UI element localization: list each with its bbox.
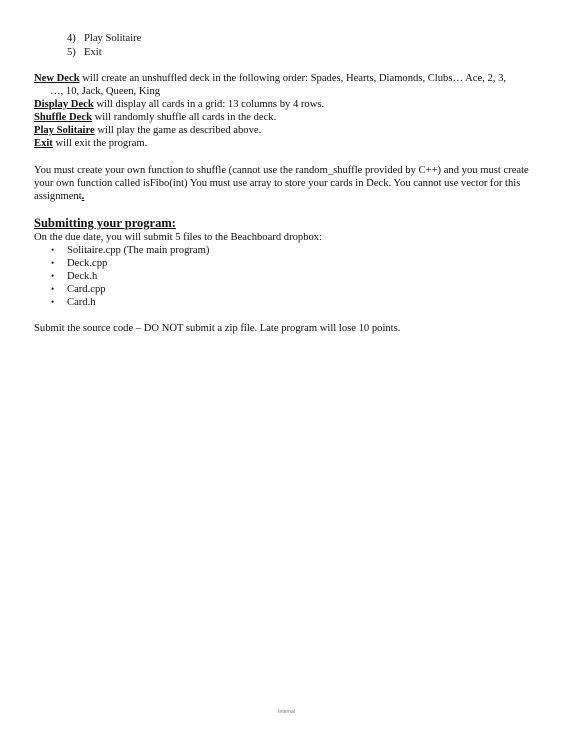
new-deck-continuation: …, 10, Jack, Queen, King: [50, 86, 161, 97]
play-solitaire-description: [34, 124, 544, 137]
list-item: [51, 244, 209, 257]
exit-description: [34, 137, 544, 150]
new-deck-term: New Deck: [34, 73, 80, 84]
bullet-icon: •: [51, 284, 55, 294]
shuffle-deck-text: will randomly shuffle all cards in the deck.: [91, 112, 277, 123]
section-heading: Submitting your program:: [34, 216, 176, 230]
requirements-paragraph: [34, 164, 544, 203]
shuffle-deck-term: Shuffle Deck: [34, 112, 92, 123]
list-item-label: Play Solitaire: [84, 33, 142, 44]
submission-intro: On the due date, you will submit 5 files to the Beachboard dropbox:: [34, 232, 323, 243]
list-number: 4): [67, 33, 76, 44]
footer-classification-label: Internal: [278, 709, 295, 715]
requirements-end-mark: .: [81, 191, 85, 202]
shuffle-deck-description: [34, 111, 544, 124]
bullet-icon: •: [51, 271, 55, 281]
list-item: [67, 32, 141, 46]
menu-options-list: [67, 32, 141, 60]
play-solitaire-term: Play Solitaire: [34, 125, 95, 136]
display-deck-description: [34, 98, 544, 111]
file-name: Card.cpp: [67, 284, 106, 295]
submission-files-list: [51, 244, 209, 309]
list-item: [51, 270, 209, 283]
exit-text: will exit the program.: [52, 138, 148, 149]
menu-descriptions: [34, 72, 544, 150]
list-item-label: Exit: [84, 47, 102, 58]
new-deck-text: will create an unshuffled deck in the following order: Spades, Hearts, Diamonds, Clubs… Ace, 2, 3,: [79, 73, 507, 84]
exit-term: Exit: [34, 138, 53, 149]
list-item: [51, 283, 209, 296]
file-name: Solitaire.cpp (The main program): [67, 245, 210, 256]
file-name: Deck.h: [67, 271, 98, 282]
list-item: [51, 296, 209, 309]
requirements-text: You must create your own function to shuffle (cannot use the random_shuffle provided by C++) and you must create your own function called isFibo(int) You must use array to store your cards in Deck. You cannot use vector for this assignment: [34, 165, 529, 202]
list-item: [67, 46, 141, 60]
bullet-icon: •: [51, 297, 55, 307]
bullet-icon: •: [51, 258, 55, 268]
display-deck-term: Display Deck: [34, 99, 94, 110]
display-deck-text: will display all cards in a grid: 13 columns by 4 rows.: [93, 99, 325, 110]
new-deck-description: [34, 72, 544, 85]
list-item: [51, 257, 209, 270]
list-number: 5): [67, 47, 76, 58]
bullet-icon: •: [51, 245, 55, 255]
play-solitaire-text: will play the game as described above.: [94, 125, 262, 136]
file-name: Card.h: [67, 297, 96, 308]
submission-closing-note: Submit the source code – DO NOT submit a zip file. Late program will lose 10 points.: [34, 323, 401, 334]
file-name: Deck.cpp: [67, 258, 108, 269]
